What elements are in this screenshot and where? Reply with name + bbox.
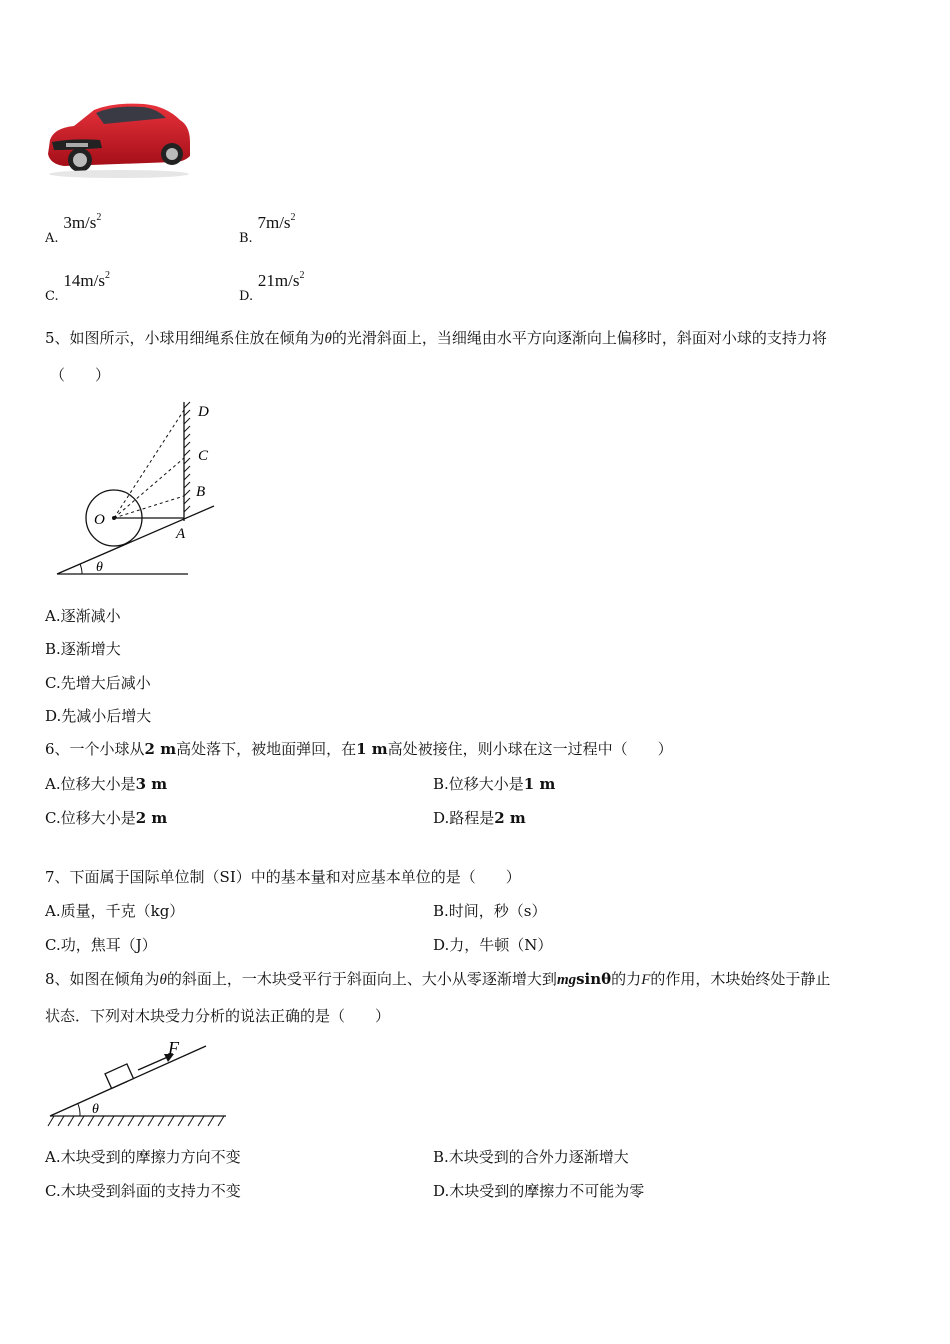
q7-option-d[interactable]: D.力，牛顿（N） (433, 936, 553, 954)
q7-stem: 7、下面属于国际单位制（SI）中的基本量和对应基本单位的是（ ） (45, 868, 521, 886)
option-value: 1 m (523, 775, 556, 793)
option-value: 14m/s (63, 271, 105, 290)
option-text: C.位移大小是 (45, 809, 136, 827)
label-theta: θ (96, 560, 103, 575)
option-text: B.位移大小是 (433, 775, 524, 793)
q5-text-b: 的光滑斜面上，当细绳由水平方向逐渐向上偏移时，斜面对小球的支持力将 (331, 329, 827, 347)
q5-paren: （ ） (50, 366, 111, 384)
height-2: 1 m (356, 740, 388, 758)
q6-option-c[interactable] (45, 807, 167, 828)
sin-symbol: sinθ (576, 970, 612, 988)
q5-stem (45, 327, 827, 348)
q8-option-a[interactable]: A.木块受到的摩擦力方向不变 (45, 1148, 241, 1166)
option-value: 7m/s (257, 213, 291, 232)
q6-option-b[interactable] (433, 773, 555, 794)
theta-symbol: θ (159, 972, 167, 988)
q5-option-c[interactable]: C.先增大后减小 (45, 674, 151, 692)
q8-stem-line2: 状态．下列对木块受力分析的说法正确的是（ ） (45, 1007, 391, 1025)
q5-option-d[interactable]: D.先减小后增大 (45, 707, 152, 725)
q8-option-d[interactable]: D.木块受到的摩擦力不可能为零 (433, 1182, 645, 1200)
option-text: D.路程是 (433, 809, 495, 827)
q6-text-c: 高处被接住，则小球在这一过程中（ ） (387, 740, 673, 758)
option-value: 3m/s (63, 213, 97, 232)
q8-text-a: 8、如图在倾角为 (45, 970, 160, 988)
car-image (44, 96, 194, 180)
q4-option-b[interactable] (239, 212, 296, 246)
q4-option-c[interactable] (45, 270, 110, 304)
label-o: O (94, 512, 105, 528)
option-value: 2 m (135, 809, 168, 827)
label-f: F (168, 1038, 179, 1058)
q8-figure (46, 1036, 232, 1132)
q4-option-d[interactable] (239, 270, 305, 304)
height-1: 2 m (144, 740, 177, 758)
q5-text-a: 5、如图所示，小球用细绳系住放在倾角为 (45, 329, 325, 347)
exponent: 2 (299, 270, 305, 281)
q6-option-a[interactable] (45, 773, 167, 794)
q5-option-a[interactable]: A.逐渐减小 (45, 607, 121, 625)
label-b: B (196, 484, 206, 500)
exponent: 2 (104, 270, 110, 281)
q6-option-d[interactable] (433, 807, 526, 828)
q8-stem-line1 (45, 968, 830, 989)
q8-text-c: 的力 (611, 970, 642, 988)
option-letter: A. (45, 231, 59, 246)
option-value: 21m/s (257, 271, 300, 290)
exponent: 2 (290, 212, 296, 223)
option-text: A.位移大小是 (45, 775, 136, 793)
q6-stem (45, 738, 673, 759)
label-a: A (176, 526, 186, 542)
q7-option-b[interactable]: B.时间，秒（s） (433, 902, 547, 920)
option-value: 2 m (494, 809, 526, 827)
q7-option-c[interactable]: C.功，焦耳（J） (45, 936, 157, 954)
mg-symbol: mg (556, 972, 577, 988)
label-d: D (198, 404, 209, 420)
q8-text-d: 的作用，木块始终处于静止 (650, 970, 831, 988)
theta-symbol: θ (324, 331, 332, 347)
q8-text-b: 的斜面上，一木块受平行于斜面向上、大小从零逐渐增大到 (166, 970, 557, 988)
force-symbol: F (641, 972, 651, 988)
q6-text-b: 高处落下，被地面弹回，在 (176, 740, 357, 758)
option-value: 3 m (135, 775, 168, 793)
q5-option-b[interactable]: B.逐渐增大 (45, 640, 121, 658)
q6-text-a: 6、一个小球从 (45, 740, 145, 758)
q5-figure (52, 398, 222, 580)
label-theta: θ (92, 1102, 99, 1117)
q4-option-a[interactable] (45, 212, 102, 246)
q8-option-b[interactable]: B.木块受到的合外力逐渐增大 (433, 1148, 629, 1166)
option-letter: C. (45, 289, 59, 304)
q7-option-a[interactable]: A.质量，千克（kg） (45, 902, 185, 920)
q8-option-c[interactable]: C.木块受到斜面的支持力不变 (45, 1182, 241, 1200)
option-letter: B. (239, 231, 253, 246)
exponent: 2 (96, 212, 102, 223)
option-letter: D. (239, 289, 254, 304)
label-c: C (198, 448, 209, 464)
